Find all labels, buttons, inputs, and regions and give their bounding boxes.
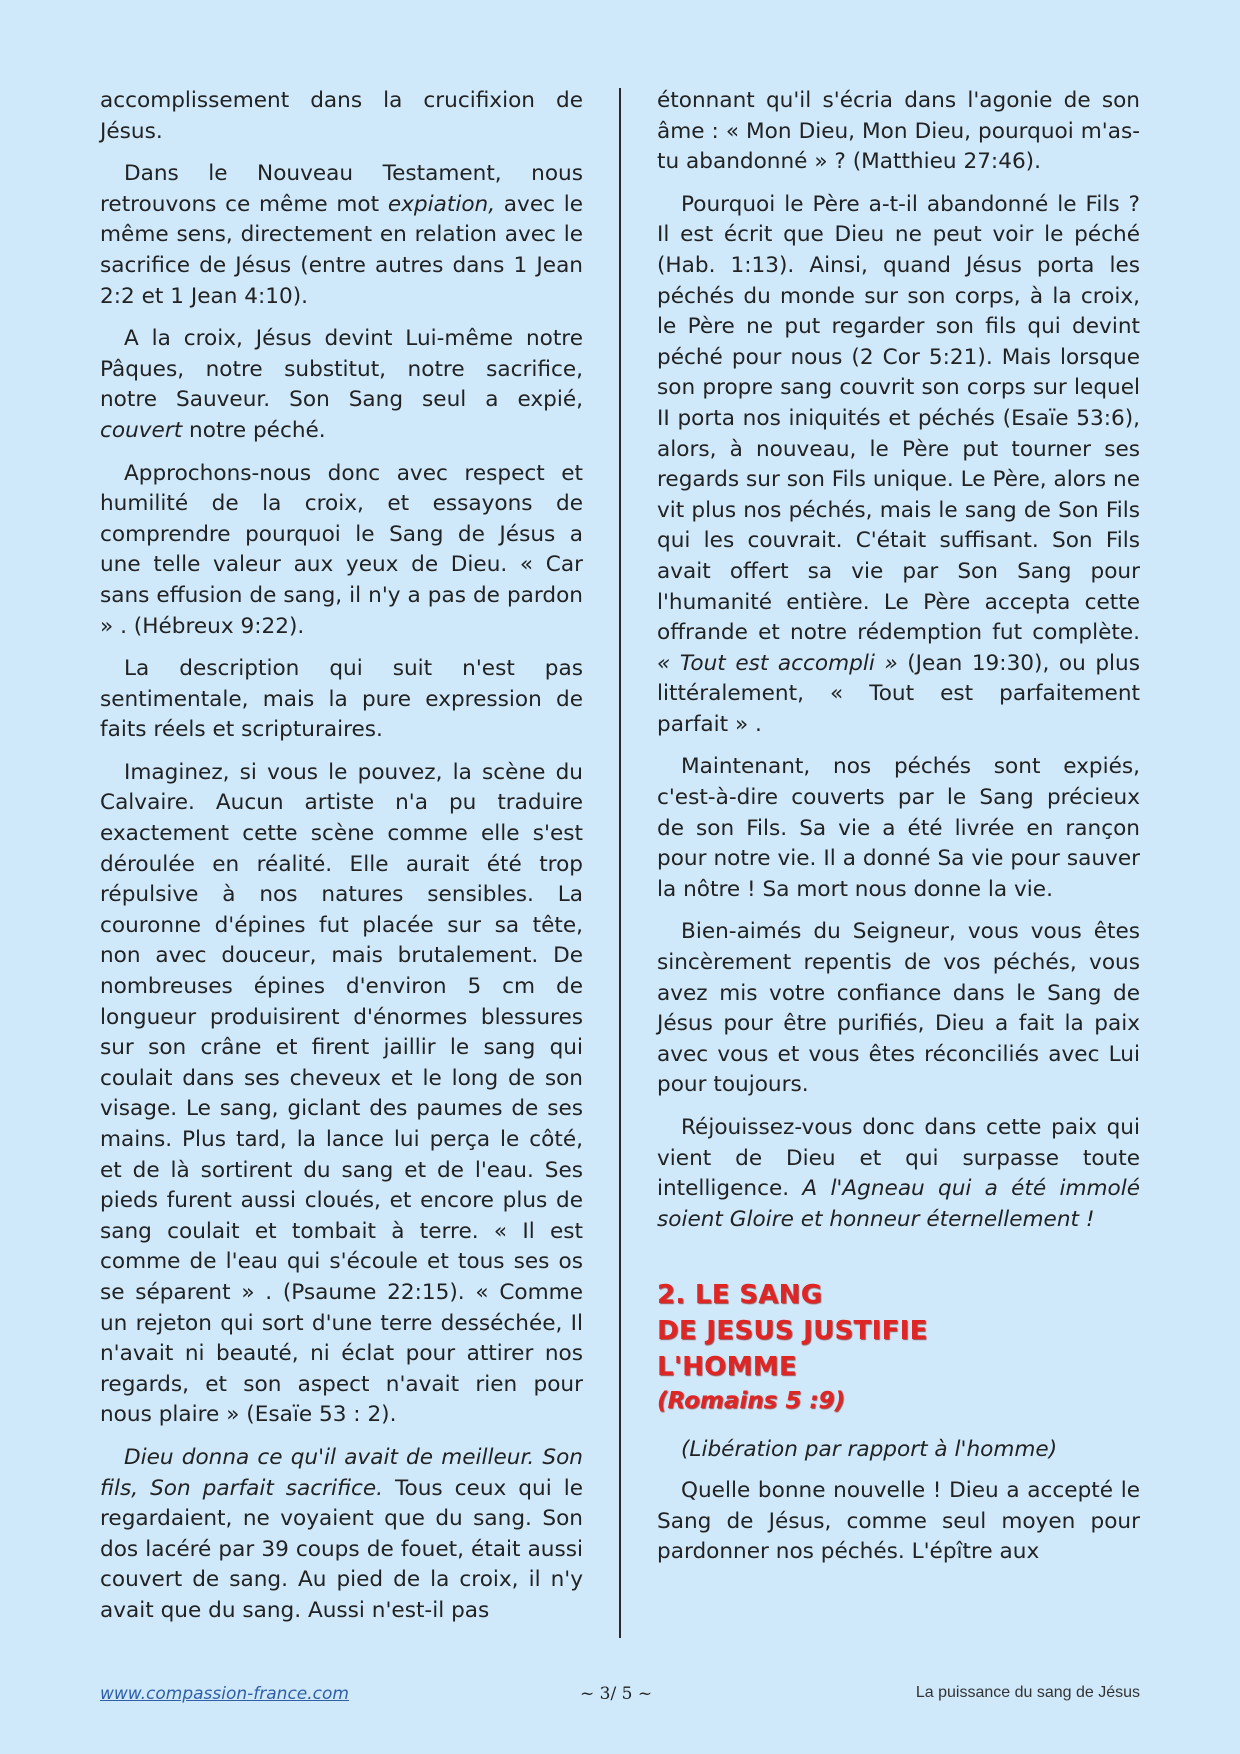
page-footer (100, 1684, 1140, 1714)
paragraph: accomplissement dans la crucifixion de Jésus. (100, 88, 583, 144)
text: Pourquoi le Père a-t-il abandonné le Fils ? Il est écrit que Dieu ne peut voir le péché (Hab. 1:13). Ainsi, quand Jésus porta les péchés du monde sur son corps, à la croix, le Père ne put regarder son fils qui devint péché pour nous (2 Cor 5:21). Mais lorsque son propre sang couvrit son corps sur lequel II porta nos iniquités et péchés (Esaïe 53:6), alors, à nouveau, le Père put tourner ses regards sur son Fils unique. Le Père, alors ne vit plus nos péchés, mais le sang de Son Fils qui les couvrait. C'était suffisant. Son Fils avait offert sa vie par Son Sang pour l'humanité entière. Le Père accepta cette offrande et notre rédemption fut complète. (657, 191, 1140, 646)
paragraph (100, 324, 583, 446)
paragraph (100, 159, 583, 312)
emphasis: Dieu donna ce qu'il avait de meilleur. Son fils, Son parfait sacrifice. (100, 1444, 583, 1501)
emphasis: expiation, (387, 191, 496, 217)
right-column (657, 86, 1140, 1580)
paragraph (657, 1113, 1140, 1235)
emphasis: A l'Agneau qui a été immolé soient Gloire et honneur éternellement ! (657, 1176, 1141, 1232)
text: notre péché. (182, 417, 326, 443)
heading-line: L'HOMME (657, 1352, 797, 1383)
paragraph (100, 1443, 583, 1627)
emphasis: couvert (100, 417, 183, 443)
paragraph (657, 190, 1140, 741)
section-reference: (Romains 5 :9) (657, 1388, 846, 1415)
website-link[interactable]: www.compassion-france.com (100, 1684, 349, 1704)
text: avec le même sens, directement en relation avec le sacrifice de Jésus (entre autres dans 1 Jean 2:2 et 1 Jean 4:10). (100, 191, 583, 309)
paragraph: Quelle bonne nouvelle ! Dieu a accepté le Sang de Jésus, comme seul moyen pour pardonner nos péchés. L'épître aux (657, 1477, 1140, 1565)
left-column (100, 86, 583, 1639)
column-divider (619, 88, 621, 1638)
text: (Jean 19:30), ou plus littéralement, « Tout est parfaitement parfait » . (657, 650, 1140, 737)
paragraph: Imaginez, si vous le pouvez, la scène du Calvaire. Aucun artiste n'a pu traduire exactement cette scène comme elle s'est déroulée en réalité. Elle aurait été trop répulsive à nos natures sensibles. La couronne d'épines fut placée sur sa tête, non avec douceur, mais brutalement. De nombreuses épines d'environ 5 cm de longueur produisirent d'énormes blessures sur son crâne et firent jaillir le sang qui coulait dans ses cheveux et le long de son visage. Le sang, giclant des paumes de ses mains. Plus tard, la lance lui perça le côté, et de là sortirent du sang et de l'eau. Ses pieds furent aussi cloués, et encore plus de sang coulait et tombait à terre. « Il est comme de l'eau qui s'écoule et tous ses os se séparent » . (Psaume 22:15). « Comme un rejeton qui sort d'une terre desséchée, Il n'avait ni beauté, ni éclat pour attirer nos regards, et son aspect n'avait rien pour nous plaire » (Esaïe 53 : 2). (100, 759, 583, 1428)
section-subtitle: (Libération par rapport à l'homme) (681, 1437, 1058, 1463)
document-title: La puissance du sang de Jésus (915, 1684, 1140, 1701)
emphasis: « Tout est accompli » (657, 650, 898, 676)
text: Réjouissez-vous donc dans cette paix qui vient de Dieu et qui surpasse toute intelligence. (657, 1115, 1140, 1202)
paragraph: Maintenant, nos péchés sont expiés, c'est-à-dire couverts par le Sang précieux de son Fils. Sa vie a été livrée en rançon pour notre vie. Il a donné Sa vie pour sauver la nôtre ! Sa mort nous donne la vie. (657, 754, 1140, 902)
section-heading (657, 1277, 1140, 1385)
paragraph: Approchons-nous donc avec respect et humilité de la croix, et essayons de comprendre pourquoi le Sang de Jésus a une telle valeur aux yeux de Dieu. « Car sans effusion de sang, il n'y a pas de pardon » . (Hébreux 9:22). (100, 460, 583, 639)
paragraph: étonnant qu'il s'écria dans l'agonie de son âme : « Mon Dieu, Mon Dieu, pourquoi m'as-tu abandonné » ? (Matthieu 27:46). (657, 88, 1140, 175)
heading-line: DE JESUS JUSTIFIE (657, 1316, 928, 1347)
paragraph: Bien-aimés du Seigneur, vous vous êtes sincèrement repentis de vos péchés, vous avez mis votre confiance dans le Sang de Jésus pour être purifiés, Dieu a fait la paix avec vous et vous êtes réconciliés avec Lui pour toujours. (657, 919, 1140, 1098)
heading-line: 2. LE SANG (657, 1280, 823, 1311)
paragraph: La description qui suit n'est pas sentimentale, mais la pure expression de faits réels et scripturaires. (100, 656, 583, 743)
text: Tous ceux qui le regardaient, ne voyaient que du sang. Son dos lacéré par 39 coups de fouet, était aussi couvert de sang. Au pied de la croix, il n'y avait que du sang. Aussi n'est-il pas (100, 1475, 583, 1623)
text: Dans le Nouveau Testament, nous retrouvons ce même mot (100, 161, 583, 217)
page-indicator: ~ 3/ 5 ~ (580, 1684, 653, 1704)
text: A la croix, Jésus devint Lui-même notre Pâques, notre substitut, notre sacrifice, notre Sauveur. Son Sang seul a expié, (100, 326, 583, 413)
